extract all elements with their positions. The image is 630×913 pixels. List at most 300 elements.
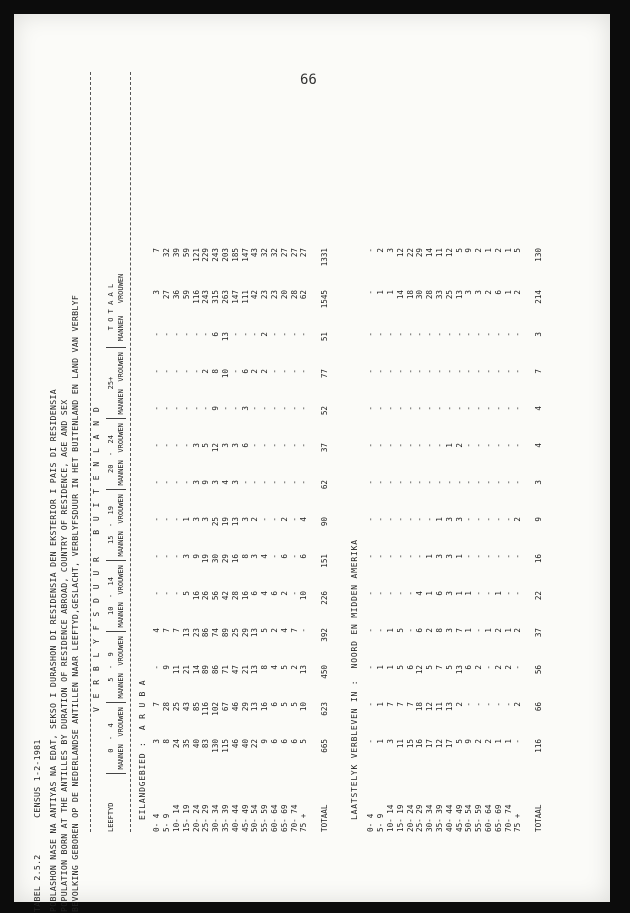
value-cell: - [434,369,444,374]
value-cell: 3 [230,443,240,448]
value-cell: - [434,480,444,485]
value-cell: 20 [279,290,289,300]
value-cell: - [513,665,523,670]
sex-header-mannen: MANNEN [116,386,126,419]
value-cell: 11 [434,702,444,712]
age-cell: 30- 34 [425,804,435,832]
value-cell: - [269,369,279,374]
group-header: 15 - 19 [106,490,116,561]
value-cell: 3 [220,443,230,448]
age-cell: 55- 59 [260,804,270,832]
value-cell: - [444,369,454,374]
value-cell: - [503,332,513,337]
value-cell: 4 [299,517,309,522]
value-cell: 147 [230,290,240,304]
value-cell: 6 [415,628,425,633]
value-cell: 3 [444,517,454,522]
value-cell: 623 [320,702,330,716]
value-cell: 7 [171,628,181,633]
value-cell: 1545 [320,290,330,309]
age-cell: 25- 29 [201,804,211,832]
value-cell: - [395,369,405,374]
value-cell: 51 [320,332,330,342]
value-cell: 43 [181,702,191,712]
value-cell: 56 [211,591,221,601]
value-cell: 17 [425,739,435,749]
value-cell: 7 [405,702,415,707]
value-cell: - [152,591,162,596]
value-cell: - [483,332,493,337]
value-cell: 13 [454,290,464,300]
value-cell: - [250,480,260,485]
value-cell: - [152,517,162,522]
group-header: 0 - 4 [106,703,116,774]
value-cell: 151 [320,554,330,568]
value-cell: - [493,369,503,374]
table-row [484,246,494,832]
value-cell: - [162,332,172,337]
value-cell: - [503,517,513,522]
value-cell: 25 [444,290,454,300]
value-cell: - [483,591,493,596]
age-cell: TOTAAL [534,804,544,832]
value-cell: 3 [230,480,240,485]
value-cell: - [376,406,386,411]
value-cell: - [152,665,162,670]
table-row [425,246,435,832]
age-cell: 0- 4 [366,813,376,832]
value-cell: 1 [454,591,464,596]
age-cell: 30- 34 [211,804,221,832]
value-cell: 16 [534,554,544,564]
value-cell: - [483,702,493,707]
group-header: 25+ [106,348,116,419]
table-title: TABEL 2.5.2 CENSUS 1-2-1981 [32,739,42,912]
value-cell: 3 [191,517,201,522]
value-cell: - [405,628,415,633]
value-cell: 5 [289,702,299,707]
value-cell: 27 [279,248,289,258]
value-cell: 392 [320,628,330,642]
value-cell: - [425,480,435,485]
value-cell: - [260,517,270,522]
value-cell: 10 [299,591,309,601]
value-cell: 62 [320,480,330,490]
value-cell: - [171,332,181,337]
value-cell: 2 [454,443,464,448]
value-cell: 5 [454,248,464,253]
value-cell: 11 [395,739,405,749]
age-cell: 5- 9 [162,813,172,832]
value-cell: 18 [405,290,415,300]
value-cell: 32 [260,248,270,258]
value-cell: - [405,480,415,485]
column-header [106,267,126,832]
value-cell: 1 [385,290,395,295]
value-cell: 4 [260,591,270,596]
value-cell: - [279,332,289,337]
value-cell: 13 [454,665,464,675]
value-cell: 1 [503,739,513,744]
value-cell: 9 [260,739,270,744]
value-cell: - [385,406,395,411]
value-cell: - [444,480,454,485]
value-cell: 21 [240,665,250,675]
age-cell: 25- 29 [415,804,425,832]
age-header: LEEFTYD [107,802,115,832]
value-cell: - [405,443,415,448]
table-row [181,246,191,832]
value-cell: - [464,332,474,337]
value-cell: - [152,443,162,448]
value-cell: 116 [191,290,201,304]
value-cell: 5 [181,591,191,596]
value-cell: 6 [279,554,289,559]
value-cell: 9 [464,248,474,253]
value-cell: - [299,332,309,337]
age-cell: 70- 74 [503,804,513,832]
table-row [260,246,270,832]
value-cell: 24 [171,739,181,749]
value-cell: 62 [299,290,309,300]
value-cell: 36 [171,290,181,300]
age-cell: 40- 44 [444,804,454,832]
value-cell: 1 [425,554,435,559]
value-cell: 9 [191,554,201,559]
value-cell: - [464,517,474,522]
value-cell: 13 [250,665,260,675]
value-cell: - [513,480,523,485]
value-cell: - [366,480,376,485]
value-cell: - [260,480,270,485]
value-cell: 1 [385,628,395,633]
value-cell: - [181,443,191,448]
value-cell: 450 [320,665,330,679]
value-cell: 1 [425,591,435,596]
age-cell: 70- 74 [289,804,299,832]
value-cell: 130 [534,248,544,262]
value-cell: 4 [534,443,544,448]
value-cell: - [376,480,386,485]
value-cell: - [405,406,415,411]
value-cell: - [474,517,484,522]
value-cell: 1 [376,702,386,707]
value-cell: 2 [279,517,289,522]
value-cell: - [474,591,484,596]
value-cell: - [474,406,484,411]
value-cell: - [289,517,299,522]
value-cell: 43 [250,248,260,258]
value-cell: 10 [220,369,230,379]
value-cell: - [171,591,181,596]
value-cell: - [434,443,444,448]
value-cell: 203 [220,248,230,262]
value-cell: 14 [425,248,435,258]
age-cell: 50- 54 [250,804,260,832]
value-cell: 8 [211,369,221,374]
age-cell: 20- 24 [405,804,415,832]
value-cell: 6 [240,369,250,374]
value-cell: 5 [279,665,289,670]
value-cell: 39 [171,248,181,258]
value-cell: - [366,628,376,633]
table-row [221,246,231,832]
value-cell: 13 [299,665,309,675]
value-cell: 121 [191,248,201,262]
value-cell: 9 [201,480,211,485]
value-cell: 37 [534,628,544,638]
value-cell: - [385,517,395,522]
value-cell: - [376,554,386,559]
value-cell: 40 [240,739,250,749]
value-cell: 12 [211,443,221,453]
value-cell: - [513,443,523,448]
value-cell: 22 [534,591,544,601]
table-row [503,246,513,832]
value-cell: - [454,480,464,485]
value-cell: 8 [260,665,270,670]
value-cell: 115 [220,739,230,753]
value-cell: - [152,406,162,411]
value-cell: 1 [483,248,493,253]
value-cell: 5 [444,665,454,670]
value-cell: 3 [534,480,544,485]
value-cell: 7 [385,702,395,707]
value-cell: - [474,369,484,374]
age-cell: 45- 49 [240,804,250,832]
sex-header-vrouwen: VROUWEN [117,565,125,595]
value-cell: 4 [220,480,230,485]
value-cell: 13 [250,628,260,638]
value-cell: 4 [534,406,544,411]
value-cell: - [464,406,474,411]
value-cell: 6 [240,443,250,448]
value-cell: - [181,480,191,485]
value-cell: 9 [211,406,221,411]
value-cell: 1 [444,443,454,448]
sex-header-mannen: MANNEN [116,741,126,774]
value-cell: 1331 [320,248,330,267]
value-cell: - [220,406,230,411]
value-cell: 16 [260,702,270,712]
table-row [152,246,162,832]
value-cell: 71 [220,665,230,675]
value-cell: - [289,443,299,448]
value-cell: 7 [434,665,444,670]
value-cell: 29 [240,628,250,638]
value-cell: 28 [230,591,240,601]
value-cell: 16 [240,591,250,601]
value-cell: 1 [464,628,474,633]
value-cell: 12 [434,739,444,749]
value-cell: 1 [464,591,474,596]
value-cell: - [191,369,201,374]
value-cell: - [269,443,279,448]
value-cell: 3 [385,248,395,253]
age-cell: 10- 14 [385,804,395,832]
age-cell: 50- 54 [464,804,474,832]
value-cell: 1 [376,290,386,295]
value-cell: 3 [385,739,395,744]
group-header: 10 - 14 [106,561,116,632]
value-cell: 3 [211,480,221,485]
sex-header-mannen: MANNEN [116,670,126,703]
title-line-dutch: BEVOLKING GEBOREN OP DE NEDERLANDSE ANTILLEN NAAR LEEFTYD,GESLACHT, VERBLYFSDUUR IN HET BUITENLAND EN LAND VAN VERBLYF [70,294,80,912]
value-cell: - [385,443,395,448]
value-cell: 2 [454,702,464,707]
sex-header-vrouwen: VROUWEN [117,423,125,453]
value-cell: - [152,480,162,485]
value-cell: 5 [260,628,270,633]
value-cell: 1 [434,517,444,522]
value-cell: - [405,332,415,337]
value-cell: 2 [279,591,289,596]
age-cell: 5- 9 [376,813,386,832]
value-cell: - [289,480,299,485]
age-cell: 60- 64 [269,804,279,832]
value-cell: 1 [503,248,513,253]
value-cell: - [385,332,395,337]
title-line-papiamentu: POBLASHON NASE NA ANTIYAS NA EDAT, SEKSO I DURASHON DI RESIDENSIA DEN EKSTERIOR I PAIS DI RESIDENSIA [48,389,58,912]
table-row [415,246,425,832]
value-cell: - [415,443,425,448]
value-cell: - [483,443,493,448]
value-cell: - [250,443,260,448]
value-cell: 27 [299,248,309,258]
value-cell: 6 [269,591,279,596]
value-cell: 3 [240,517,250,522]
value-cell: - [299,369,309,374]
value-cell: 22 [405,248,415,258]
value-cell: - [483,665,493,670]
value-cell: 32 [162,248,172,258]
value-cell: 3 [250,554,260,559]
value-cell: 30 [211,554,221,564]
group-header: 20 - 24 [106,419,116,490]
value-cell: - [260,406,270,411]
value-cell: - [513,332,523,337]
value-cell: - [405,554,415,559]
value-cell: - [366,443,376,448]
value-cell: - [395,406,405,411]
value-cell: - [513,369,523,374]
value-cell: 23 [269,290,279,300]
value-cell: 3 [191,443,201,448]
value-cell: - [395,591,405,596]
value-cell: 1 [483,628,493,633]
value-cell: 2 [260,332,270,337]
value-cell: 3 [444,554,454,559]
value-cell: - [415,554,425,559]
table-row [289,246,299,832]
age-cell: 15- 19 [395,804,405,832]
value-cell: 1 [454,554,464,559]
value-cell: 147 [240,248,250,262]
age-cell: 75 + [299,813,309,832]
value-cell: - [474,480,484,485]
value-cell: 86 [201,628,211,638]
age-cell: 40- 44 [230,804,240,832]
value-cell: 28 [425,290,435,300]
value-cell: 111 [240,290,250,304]
value-cell: 13 [181,628,191,638]
value-cell: 67 [220,702,230,712]
value-cell: - [415,480,425,485]
age-cell: 20- 24 [191,804,201,832]
value-cell: 2 [425,628,435,633]
value-cell: 47 [230,665,240,675]
sex-header-vrouwen: VROUWEN [117,273,125,304]
table-row [250,246,260,832]
value-cell: 243 [211,248,221,262]
value-cell: - [513,591,523,596]
value-cell: - [395,554,405,559]
value-cell: - [425,517,435,522]
value-cell: 2 [250,517,260,522]
value-cell: 25 [171,702,181,712]
value-cell: 29 [415,248,425,258]
value-cell: - [171,517,181,522]
value-cell: 9 [464,739,474,744]
table-row [299,246,309,832]
value-cell: - [289,369,299,374]
table-row [386,246,396,832]
table-row [240,246,250,832]
value-cell: 12 [415,665,425,675]
value-cell: 2 [269,628,279,633]
value-cell: 7 [454,628,464,633]
value-cell: - [279,480,289,485]
value-cell: 214 [534,290,544,304]
value-cell: 1 [376,665,386,670]
value-cell: - [385,369,395,374]
value-cell: - [385,480,395,485]
value-cell: 11 [434,248,444,258]
value-cell: 10 [299,702,309,712]
value-cell: 4 [415,591,425,596]
value-cell: 6 [434,591,444,596]
value-cell: - [289,554,299,559]
value-cell: 6 [269,739,279,744]
value-cell: 59 [181,248,191,258]
value-cell: - [260,443,270,448]
value-cell: - [513,739,523,744]
value-cell: - [405,591,415,596]
value-cell: - [483,369,493,374]
value-cell: - [366,591,376,596]
value-cell: 2 [250,369,260,374]
value-cell: 42 [250,290,260,300]
value-cell: - [171,554,181,559]
table-row [270,246,280,832]
value-cell: - [250,406,260,411]
value-cell: - [464,369,474,374]
value-cell: - [240,332,250,337]
total-row [317,246,333,832]
value-cell: 19 [201,554,211,564]
value-cell: 6 [405,665,415,670]
value-cell: - [395,332,405,337]
sex-header-vrouwen: VROUWEN [117,636,125,666]
value-cell: 1 [376,739,386,744]
value-cell: 27 [289,248,299,258]
value-cell: 5 [425,665,435,670]
value-cell: 5 [395,628,405,633]
value-cell: - [279,406,289,411]
value-cell: 2 [483,290,493,295]
value-cell: 1 [493,591,503,596]
value-cell: - [366,406,376,411]
